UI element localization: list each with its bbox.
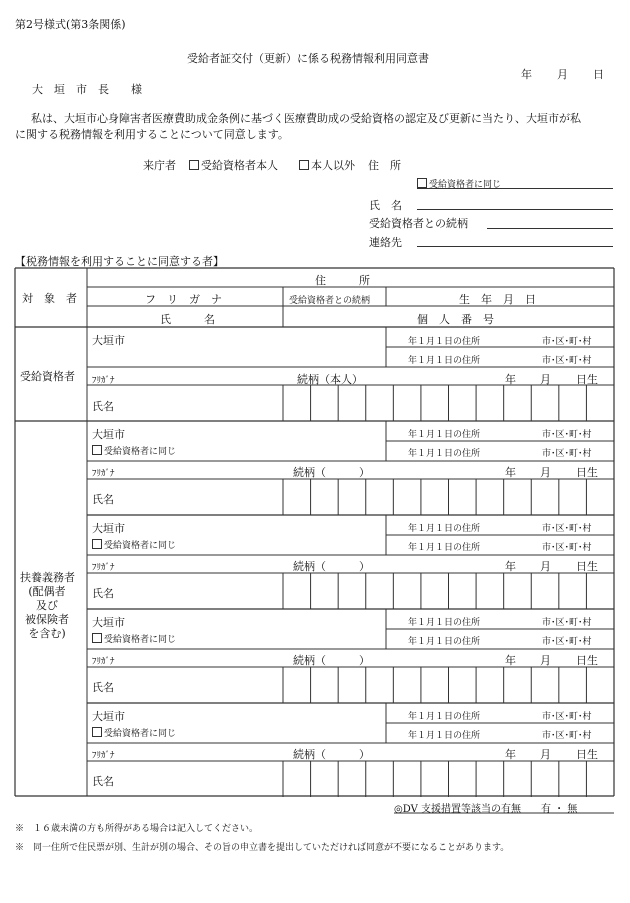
date-day[interactable]: 日 bbox=[593, 68, 604, 81]
recipient-birth-year: 年 bbox=[505, 373, 516, 386]
addressee: 大 垣 市 長 様 bbox=[32, 83, 142, 96]
dependent-4-municipality-1: 市･区･町･村 bbox=[542, 712, 592, 722]
dependent-1-birth-year: 年 bbox=[505, 466, 516, 479]
visitor-label: 来庁者 bbox=[143, 159, 176, 172]
recipient-relation: 続柄（本人） bbox=[297, 373, 363, 386]
visitor-self-label: 受給資格者本人 bbox=[201, 159, 278, 172]
dependent-1-city: 大垣市 bbox=[92, 428, 125, 441]
dependent-3-municipality-1: 市･区･町･村 bbox=[542, 618, 592, 628]
dependent-3-jan1-address-1: 年１月１日の住所 bbox=[408, 618, 481, 628]
dependent-1-municipality-1: 市･区･町･村 bbox=[542, 430, 592, 440]
note-1: ※ １６歳未満の方も所得がある場合は記入してください。 bbox=[15, 824, 259, 834]
dependent-3-same-label: 受給資格者に同じ bbox=[104, 635, 177, 645]
dependent-2-jan1-address-1: 年１月１日の住所 bbox=[408, 524, 481, 534]
dependent-2-municipality-2: 市･区･町･村 bbox=[542, 543, 592, 553]
visitor-name-label: 氏 名 bbox=[369, 199, 402, 212]
dependent-1-name-label: 氏名 bbox=[92, 493, 114, 506]
dependent-4-municipality-2: 市･区･町･村 bbox=[542, 731, 592, 741]
recipient-municipality-2: 市･区･町･村 bbox=[542, 356, 592, 366]
dependent-3-jan1-address-2: 年１月１日の住所 bbox=[408, 637, 481, 647]
dependent-3-city: 大垣市 bbox=[92, 616, 125, 629]
dependent-3-birth-day: 日生 bbox=[576, 654, 598, 667]
dependent-2-same-option[interactable] bbox=[92, 538, 176, 551]
dependent-4-name-label: 氏名 bbox=[92, 775, 114, 788]
checkbox-icon[interactable] bbox=[92, 727, 102, 737]
dependent-2-jan1-address-2: 年１月１日の住所 bbox=[408, 543, 481, 553]
form-number: 第2号様式(第3条関係) bbox=[15, 18, 126, 31]
dependent-1-birth-month: 月 bbox=[540, 466, 551, 479]
dependent-1-jan1-address-2: 年１月１日の住所 bbox=[408, 449, 481, 459]
dependent-2-municipality-1: 市･区･町･村 bbox=[542, 524, 592, 534]
dependent-3-same-option[interactable] bbox=[92, 632, 176, 645]
visitor-contact-label: 連絡先 bbox=[369, 236, 402, 249]
dependent-4-furigana-label: ﾌﾘｶﾞﾅ bbox=[92, 751, 115, 761]
visitor-address-label: 住 所 bbox=[368, 159, 401, 172]
dependent-3-furigana-label: ﾌﾘｶﾞﾅ bbox=[92, 657, 115, 667]
recipient-city: 大垣市 bbox=[92, 334, 125, 347]
header-birth: 生 年 月 日 bbox=[459, 293, 536, 306]
dependent-3-birth-month: 月 bbox=[540, 654, 551, 667]
header-address: 住 所 bbox=[315, 274, 370, 287]
dependent-2-city: 大垣市 bbox=[92, 522, 125, 535]
dependent-3-birth-year: 年 bbox=[505, 654, 516, 667]
checkbox-icon[interactable] bbox=[92, 539, 102, 549]
dependent-2-birth-year: 年 bbox=[505, 560, 516, 573]
dependent-2-relation: 続柄（ ） bbox=[293, 560, 370, 573]
visitor-same-label: 受給資格者に同じ bbox=[429, 180, 502, 190]
dependent-1-relation: 続柄（ ） bbox=[293, 466, 370, 479]
dependent-2-same-label: 受給資格者に同じ bbox=[104, 541, 177, 551]
dependent-1-same-label: 受給資格者に同じ bbox=[104, 447, 177, 457]
dependent-4-relation: 続柄（ ） bbox=[293, 748, 370, 761]
dependent-4-birth-month: 月 bbox=[540, 748, 551, 761]
visitor-relation-label: 受給資格者との続柄 bbox=[369, 217, 468, 230]
dependent-2-birth-day: 日生 bbox=[576, 560, 598, 573]
recipient-label: 受給資格者 bbox=[20, 370, 75, 383]
dependent-1-birth-day: 日生 bbox=[576, 466, 598, 479]
recipient-jan1-address-1: 年１月１日の住所 bbox=[408, 337, 481, 347]
consent-text-line2: に関する税務情報を利用することについて同意します。 bbox=[15, 128, 289, 141]
header-mynumber: 個 人 番 号 bbox=[417, 313, 494, 326]
header-target: 対 象 者 bbox=[22, 292, 77, 305]
dependent-4-jan1-address-1: 年１月１日の住所 bbox=[408, 712, 481, 722]
dependent-2-name-label: 氏名 bbox=[92, 587, 114, 600]
consent-text-line1: 私は、大垣市心身障害者医療費助成金条例に基づく医療費助成の受給資格の認定及び更新に当たり、大垣市が私 bbox=[31, 112, 581, 125]
dependent-3-relation: 続柄（ ） bbox=[293, 654, 370, 667]
dependent-label: 扶養義務者 (配偶者 及び 被保険者 を含む) bbox=[20, 571, 75, 640]
recipient-birth-month: 月 bbox=[540, 373, 551, 386]
header-relation: 受給資格者との続柄 bbox=[289, 296, 371, 306]
dependent-4-same-label: 受給資格者に同じ bbox=[104, 729, 177, 739]
section-title: 【税務情報を利用することに同意する者】 bbox=[15, 255, 224, 268]
note-2: ※ 同一住所で住民票が別、生計が別の場合、その旨の申立書を提出していただければ同意が不要になることがあります。 bbox=[15, 843, 510, 853]
header-furigana: フ リ ガ ナ bbox=[145, 293, 222, 306]
dependent-1-same-option[interactable] bbox=[92, 444, 176, 457]
date-month[interactable]: 月 bbox=[557, 68, 568, 81]
dependent-1-furigana-label: ﾌﾘｶﾞﾅ bbox=[92, 469, 115, 479]
dependent-1-jan1-address-1: 年１月１日の住所 bbox=[408, 430, 481, 440]
dependent-4-jan1-address-2: 年１月１日の住所 bbox=[408, 731, 481, 741]
dv-note: ◎DV 支援措置等該当の有無 有 ・ 無 bbox=[394, 804, 578, 815]
dependent-4-birth-year: 年 bbox=[505, 748, 516, 761]
form-title: 受給者証交付（更新）に係る税務情報利用同意書 bbox=[187, 52, 429, 65]
recipient-jan1-address-2: 年１月１日の住所 bbox=[408, 356, 481, 366]
dependent-3-municipality-2: 市･区･町･村 bbox=[542, 637, 592, 647]
dependent-4-city: 大垣市 bbox=[92, 710, 125, 723]
dependent-4-same-option[interactable] bbox=[92, 726, 176, 739]
dependent-2-furigana-label: ﾌﾘｶﾞﾅ bbox=[92, 563, 115, 573]
header-name: 氏 名 bbox=[160, 313, 215, 326]
date-year[interactable]: 年 bbox=[521, 68, 532, 81]
dependent-3-name-label: 氏名 bbox=[92, 681, 114, 694]
dependent-1-municipality-2: 市･区･町･村 bbox=[542, 449, 592, 459]
checkbox-icon[interactable] bbox=[92, 633, 102, 643]
dependent-2-birth-month: 月 bbox=[540, 560, 551, 573]
recipient-municipality-1: 市･区･町･村 bbox=[542, 337, 592, 347]
checkbox-icon[interactable] bbox=[92, 445, 102, 455]
recipient-birth-day: 日生 bbox=[576, 373, 598, 386]
recipient-name-label: 氏名 bbox=[92, 400, 114, 413]
recipient-furigana-label: ﾌﾘｶﾞﾅ bbox=[92, 376, 115, 386]
dependent-4-birth-day: 日生 bbox=[576, 748, 598, 761]
visitor-other-label: 本人以外 bbox=[311, 159, 355, 172]
